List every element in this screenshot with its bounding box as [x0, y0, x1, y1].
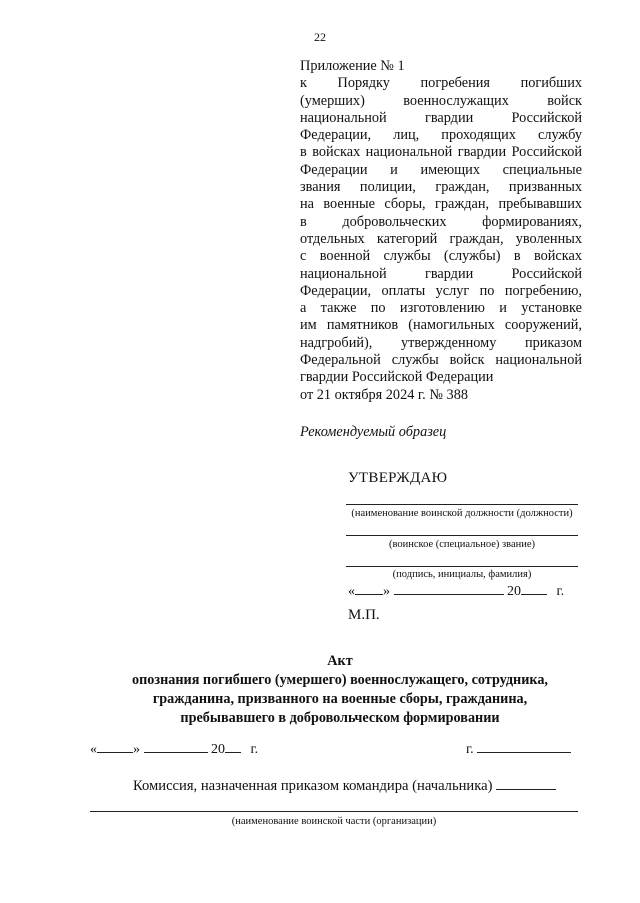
open-quote: «	[348, 584, 355, 599]
approve-title: УТВЕРЖДАЮ	[348, 470, 448, 486]
appendix-line: национальной гвардии Российской	[300, 265, 582, 282]
year-prefix: 20	[507, 584, 521, 599]
signature-line	[346, 566, 578, 567]
appendix-line: Федерации, лиц, проходящих службу	[300, 127, 582, 144]
appendix-block	[300, 58, 582, 404]
appendix-line: гвардии Российской Федерации	[300, 369, 494, 386]
position-caption: (наименование воинской должности (должности)	[351, 508, 573, 519]
page-number: 22	[314, 30, 326, 44]
year-prefix: 20	[211, 742, 225, 757]
rank-caption: (воинское (специальное) звание)	[388, 539, 536, 550]
appendix-line: к Порядку погребения погибших	[300, 75, 582, 92]
year-suffix: г.	[556, 584, 565, 599]
year-suffix: г.	[250, 742, 259, 757]
appendix-line: Федерации и имеющих специальные	[300, 161, 582, 178]
appendix-line: Федерации, оплаты услуг по погребению,	[300, 282, 582, 299]
commission-line	[133, 777, 556, 795]
appendix-line: надгробий), утвержденному приказом	[300, 334, 582, 351]
appendix-line: с военной службы (службы) в войсках	[300, 248, 582, 265]
appendix-line: в войсках национальной гвардии Российской	[300, 144, 582, 161]
act-subtitle-line: опознания погибшего (умершего) военнослужащего, сотрудника,	[132, 672, 548, 688]
city-blank	[477, 740, 571, 753]
act-city	[466, 740, 571, 758]
signature-caption: (подпись, инициалы, фамилия)	[392, 569, 532, 580]
approve-date	[348, 582, 580, 600]
appendix-line: на военные сборы, граждан, пребывавших	[300, 196, 582, 213]
appendix-line: от 21 октября 2024 г. № 388	[300, 386, 468, 403]
city-prefix: г.	[466, 742, 474, 757]
day-blank	[355, 582, 383, 595]
appendix-line: им памятников (намогильных сооружений,	[300, 317, 582, 334]
year-blank	[225, 740, 241, 753]
unit-line	[90, 811, 578, 812]
appendix-line: Федеральной службы войск национальной	[300, 352, 582, 369]
act-date	[90, 740, 258, 758]
commander-blank	[496, 777, 556, 790]
appendix-line: отдельных категорий граждан, уволенных	[300, 230, 582, 247]
year-blank	[521, 582, 547, 595]
act-subtitle-line: гражданина, призванного на военные сборы, гражданина,	[152, 691, 528, 707]
appendix-line: звания полиции, граждан, призванных	[300, 179, 582, 196]
month-blank	[144, 740, 208, 753]
commission-text: Комиссия, назначенная приказом командира (начальника)	[133, 778, 493, 794]
month-blank	[394, 582, 504, 595]
sample-label: Рекомендуемый образец	[300, 424, 447, 440]
day-blank	[97, 740, 133, 753]
rank-line	[346, 535, 578, 536]
appendix-line: (умерших) военнослужащих войск	[300, 92, 582, 109]
act-subtitle-line: пребывавшего в добровольческом формировании	[180, 710, 500, 726]
appendix-line: национальной гвардии Российской	[300, 109, 582, 126]
appendix-line: а также по изготовлению и установке	[300, 300, 582, 317]
act-title: Акт	[327, 653, 353, 669]
open-quote: «	[90, 742, 97, 757]
position-line	[346, 504, 578, 505]
unit-caption: (наименование воинской части (организации)	[231, 816, 437, 827]
close-quote: »	[133, 742, 140, 757]
appendix-line: в добровольческих формированиях,	[300, 213, 582, 230]
seal-label: М.П.	[348, 607, 380, 623]
close-quote: »	[383, 584, 390, 599]
appendix-line: Приложение № 1	[300, 58, 405, 74]
